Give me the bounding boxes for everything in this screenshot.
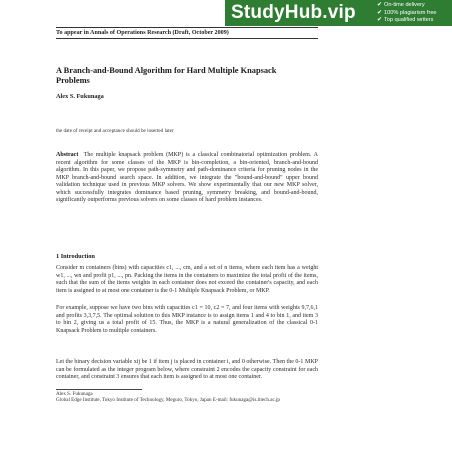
date-note: the date of receipt and acceptance should be inserted later: [56, 128, 174, 134]
check-icon: ✔: [377, 9, 383, 16]
body-paragraph: For example, suppose we have two bins with capacities c1 = 10, c2 = 7, and four items with weights 9,7,6,1 and profits 3,3,7,5. The optimal solution to this MKP instance is to assign items 1 and 4 to bin 1, and item 3 to bin 2, giving us a total profit of 15. Thus, the MKP is a natural generalization of the classical 0-1 Knapsack Problem to multiple containers.: [56, 305, 318, 334]
author-name: Alex S. Fukunaga: [56, 93, 104, 100]
feature-list: [377, 2, 437, 25]
section-heading: 1 Introduction: [56, 253, 95, 260]
body-paragraph: Let the binary decision variable xij be 1 if item j is placed in container i, and 0 otherwise. Then the 0-1 MKP can be formulated as the integer program below, where constraint 2 encodes the capacity constraint for each container, and constraint 3 ensures that each item is assigned to at most one container.: [56, 359, 318, 380]
paper-title: A Branch-and-Bound Algorithm for Hard Multiple Knapsack Problems: [56, 66, 277, 85]
check-icon: ✔: [377, 17, 383, 24]
journal-header: To appear in Annals of Operations Research (Draft, October 2009): [56, 27, 318, 39]
abstract-text: The multiple knapsack problem (MKP) is a classical combinatorial optimization problem. A recent algorithm for some classes of the MKP is bin-completion, a bin-oriented, branch-and-bound algorithm. In this paper, we propose path-symmetry and path-dominance criteria for pruning nodes in the MKP branch-and-bound search space. In addition, we integrate the "bound-and-bound" upper bound validation technique used in previous MKP solvers. We show experimentally that our new MKP solver, which successfully integrates dominance based pruning, symmetry breaking, and bound-and-bound, significantly outperforms previous solvers on some classes of hard problem instances.: [56, 152, 318, 204]
feature-item: [377, 2, 437, 10]
feature-label: Top qualified writers: [384, 17, 434, 24]
abstract: [56, 152, 318, 205]
studyhub-banner[interactable]: [225, 0, 452, 26]
check-icon: ✔: [377, 2, 383, 9]
author-affiliation-footnote: Alex S. Fukunaga Global Edge Institute, Tokyo Institute of Technology, Meguro, Tokyo, Japan E-mail: fukunaga@is.titech.ac.jp: [56, 391, 280, 404]
studyhub-logo[interactable]: StudyHub.vip: [231, 2, 356, 23]
body-paragraph: Consider m containers (bins) with capacities c1, ..., cm, and a set of n items, where each item has a weight w1, ..., wn and profit p1, ..., pn. Packing the items in the containers to maximize the total profit of the items, such that the sum of the items weights in each container does not exceed the container's capacity, and each item is assigned to at most one container is the 0-1 Multiple Knapsack Problem, or MKP.: [56, 265, 318, 294]
feature-item: [377, 17, 437, 25]
feature-item: [377, 10, 437, 18]
feature-label: 100% plagiarism free: [384, 9, 437, 16]
feature-label: On-time delivery: [384, 2, 425, 8]
abstract-label: Abstract: [56, 152, 79, 158]
footnote-divider: [56, 389, 142, 390]
